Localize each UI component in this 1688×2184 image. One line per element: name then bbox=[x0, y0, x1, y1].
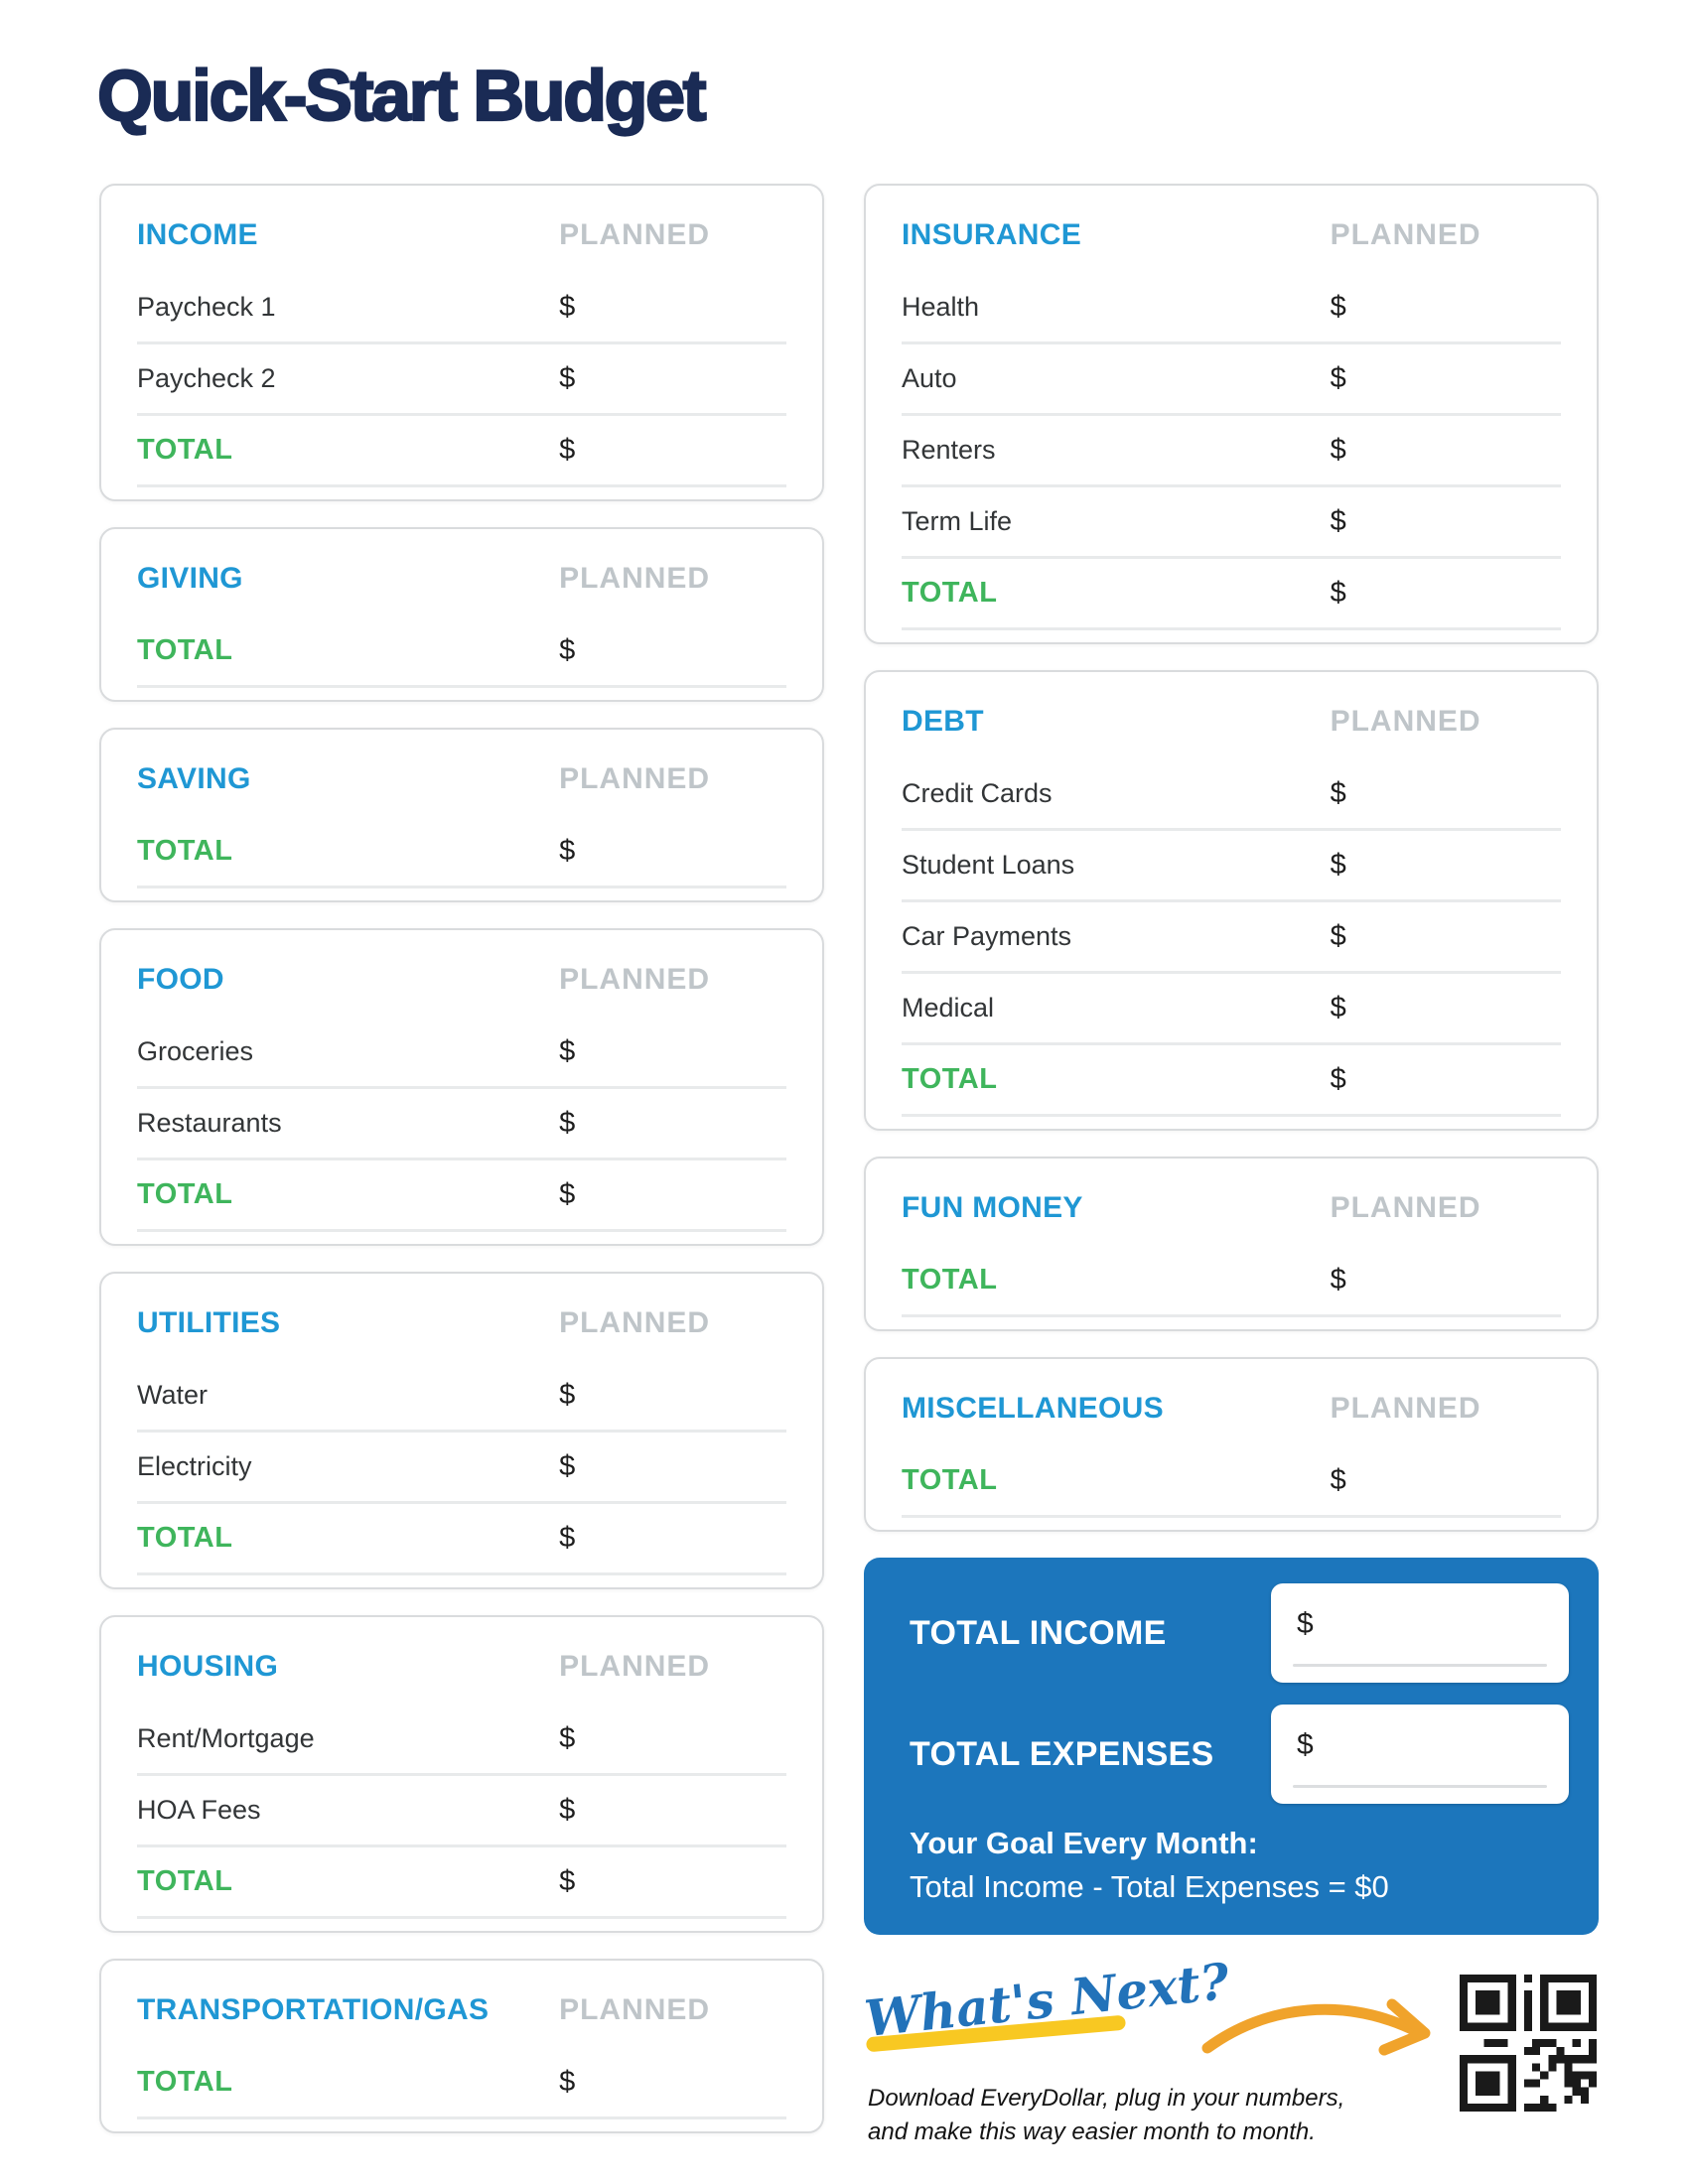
category-title: UTILITIES bbox=[137, 1306, 281, 1339]
total-row bbox=[137, 416, 786, 487]
line-item-row bbox=[137, 1705, 786, 1776]
total-label: TOTAL bbox=[137, 1178, 233, 1210]
goal-formula: Total Income - Total Expenses = $0 bbox=[910, 1869, 1389, 1904]
planned-column-header: PLANNED bbox=[559, 218, 711, 251]
line-item-row bbox=[902, 759, 1561, 831]
category-card-housing bbox=[99, 1615, 824, 1933]
total-row bbox=[902, 559, 1561, 630]
total-row bbox=[902, 1246, 1561, 1317]
right-column bbox=[861, 184, 1599, 2163]
category-title: FOOD bbox=[137, 963, 224, 996]
line-item-label: Car Payments bbox=[902, 921, 1072, 951]
amount-field: $ bbox=[1330, 362, 1346, 394]
amount-field: $ bbox=[1330, 291, 1346, 323]
total-label: TOTAL bbox=[137, 835, 233, 867]
line-item-label: Medical bbox=[902, 993, 995, 1023]
whats-next-tagline bbox=[861, 1951, 1232, 2076]
total-amount-field: $ bbox=[559, 1178, 576, 1210]
category-title: HOUSING bbox=[137, 1650, 279, 1683]
total-income-row bbox=[894, 1583, 1569, 1683]
amount-field: $ bbox=[559, 1379, 576, 1411]
line-item-row bbox=[137, 1776, 786, 1847]
line-item-label: Paycheck 2 bbox=[137, 363, 276, 393]
line-item-row bbox=[902, 416, 1561, 487]
amount-field: $ bbox=[559, 291, 576, 323]
line-item-label: Electricity bbox=[137, 1451, 252, 1481]
planned-column-header: PLANNED bbox=[1330, 1191, 1481, 1224]
amount-field: $ bbox=[559, 1794, 576, 1826]
total-label: TOTAL bbox=[902, 1464, 998, 1496]
category-title: INCOME bbox=[137, 218, 258, 251]
planned-column-header: PLANNED bbox=[559, 1650, 711, 1683]
line-item-row bbox=[137, 273, 786, 344]
total-amount-field: $ bbox=[1330, 1264, 1346, 1296]
amount-field: $ bbox=[1330, 920, 1346, 952]
arrow-icon bbox=[1197, 1982, 1446, 2074]
total-label: TOTAL bbox=[137, 434, 233, 466]
amount-field: $ bbox=[1330, 505, 1346, 537]
line-item-row bbox=[902, 831, 1561, 902]
whats-next-script-text: What's Next? bbox=[861, 1951, 1232, 2049]
planned-column-header: PLANNED bbox=[1330, 1392, 1481, 1425]
card-header bbox=[137, 1299, 786, 1347]
total-row bbox=[137, 1847, 786, 1919]
category-card-utilities bbox=[99, 1272, 824, 1589]
line-item-label: Term Life bbox=[902, 506, 1013, 536]
category-card-fun-money bbox=[864, 1157, 1599, 1331]
category-card-income bbox=[99, 184, 824, 501]
planned-column-header: PLANNED bbox=[1330, 705, 1481, 738]
total-amount-field: $ bbox=[559, 2066, 576, 2098]
planned-column-header: PLANNED bbox=[559, 963, 711, 996]
category-card-miscellaneous bbox=[864, 1357, 1599, 1532]
line-item-row bbox=[902, 902, 1561, 974]
line-item-label: Rent/Mortgage bbox=[137, 1723, 315, 1753]
category-card-giving bbox=[99, 527, 824, 702]
total-amount-field: $ bbox=[559, 634, 576, 666]
line-item-label: Groceries bbox=[137, 1036, 254, 1066]
total-label: TOTAL bbox=[137, 2066, 233, 2098]
category-title: DEBT bbox=[902, 705, 984, 738]
footer-caption bbox=[868, 2082, 1344, 2148]
right-column-cards bbox=[864, 184, 1599, 1532]
left-column bbox=[99, 184, 824, 2133]
goal-note bbox=[894, 1826, 1569, 1905]
total-amount-field: $ bbox=[1330, 1063, 1346, 1095]
write-line bbox=[1293, 1664, 1547, 1667]
total-label: TOTAL bbox=[902, 1063, 998, 1095]
total-label: TOTAL bbox=[902, 1264, 998, 1296]
card-header bbox=[137, 1643, 786, 1691]
card-header bbox=[902, 1184, 1561, 1232]
total-amount-field: $ bbox=[559, 835, 576, 867]
line-item-row bbox=[902, 344, 1561, 416]
dollar-sign: $ bbox=[1297, 1607, 1314, 1640]
amount-field: $ bbox=[559, 1450, 576, 1482]
footer bbox=[861, 1951, 1599, 2163]
amount-field: $ bbox=[1330, 992, 1346, 1024]
planned-column-header: PLANNED bbox=[559, 562, 711, 595]
total-amount-field: $ bbox=[559, 1522, 576, 1554]
line-item-label: Renters bbox=[902, 435, 996, 465]
line-item-row bbox=[137, 1018, 786, 1089]
total-amount-field: $ bbox=[559, 434, 576, 466]
amount-field: $ bbox=[559, 1722, 576, 1754]
line-item-label: Water bbox=[137, 1380, 209, 1410]
planned-column-header: PLANNED bbox=[559, 1306, 711, 1339]
amount-field: $ bbox=[1330, 434, 1346, 466]
category-card-saving bbox=[99, 728, 824, 902]
total-label: TOTAL bbox=[137, 634, 233, 666]
card-header bbox=[902, 211, 1561, 259]
line-item-label: Auto bbox=[902, 363, 957, 393]
card-header bbox=[137, 755, 786, 803]
line-item-row bbox=[902, 974, 1561, 1045]
total-row bbox=[137, 2048, 786, 2119]
line-item-label: Paycheck 1 bbox=[137, 292, 276, 322]
total-row bbox=[137, 1160, 786, 1232]
amount-field: $ bbox=[559, 1035, 576, 1067]
line-item-row bbox=[902, 273, 1561, 344]
write-line bbox=[1293, 1785, 1547, 1788]
total-expenses-field bbox=[1271, 1705, 1569, 1804]
card-header bbox=[902, 1385, 1561, 1433]
total-amount-field: $ bbox=[559, 1865, 576, 1897]
line-item-row bbox=[902, 487, 1561, 559]
category-title: MISCELLANEOUS bbox=[902, 1392, 1164, 1425]
goal-heading: Your Goal Every Month: bbox=[910, 1826, 1258, 1860]
planned-column-header: PLANNED bbox=[559, 762, 711, 795]
line-item-label: Credit Cards bbox=[902, 778, 1053, 808]
category-title: FUN MONEY bbox=[902, 1191, 1083, 1224]
category-card-insurance bbox=[864, 184, 1599, 644]
category-card-debt bbox=[864, 670, 1599, 1131]
dollar-sign: $ bbox=[1297, 1728, 1314, 1761]
qr-code-icon bbox=[1460, 1975, 1597, 2112]
amount-field: $ bbox=[1330, 777, 1346, 809]
total-label: TOTAL bbox=[137, 1865, 233, 1897]
amount-field: $ bbox=[559, 1107, 576, 1139]
card-header bbox=[137, 211, 786, 259]
card-header bbox=[902, 698, 1561, 746]
total-row bbox=[137, 616, 786, 688]
category-card-transportation-gas bbox=[99, 1959, 824, 2133]
line-item-row bbox=[137, 344, 786, 416]
line-item-row bbox=[137, 1089, 786, 1160]
planned-column-header: PLANNED bbox=[1330, 218, 1481, 251]
total-income-field bbox=[1271, 1583, 1569, 1683]
line-item-row bbox=[137, 1361, 786, 1433]
category-title: TRANSPORTATION/GAS bbox=[137, 1993, 490, 2026]
total-amount-field: $ bbox=[1330, 1464, 1346, 1496]
total-row bbox=[137, 817, 786, 888]
summary-box bbox=[864, 1558, 1599, 1935]
line-item-label: HOA Fees bbox=[137, 1795, 261, 1825]
two-column-layout bbox=[99, 184, 1599, 2163]
caption-line-1: Download EveryDollar, plug in your numbers, bbox=[868, 2085, 1345, 2112]
total-expenses-row bbox=[894, 1705, 1569, 1804]
category-title: INSURANCE bbox=[902, 218, 1082, 251]
line-item-label: Student Loans bbox=[902, 850, 1075, 880]
category-title: GIVING bbox=[137, 562, 243, 595]
category-card-food bbox=[99, 928, 824, 1246]
amount-field: $ bbox=[1330, 849, 1346, 881]
total-label: TOTAL bbox=[137, 1522, 233, 1554]
planned-column-header: PLANNED bbox=[559, 1993, 711, 2026]
page-title: Quick-Start Budget bbox=[97, 57, 705, 136]
total-row bbox=[902, 1045, 1561, 1117]
line-item-label: Restaurants bbox=[137, 1108, 282, 1138]
total-amount-field: $ bbox=[1330, 577, 1346, 609]
line-item-row bbox=[137, 1433, 786, 1504]
category-title: SAVING bbox=[137, 762, 251, 795]
total-expenses-label: TOTAL EXPENSES bbox=[910, 1734, 1214, 1773]
amount-field: $ bbox=[559, 362, 576, 394]
total-label: TOTAL bbox=[902, 577, 998, 609]
total-row bbox=[137, 1504, 786, 1575]
line-item-label: Health bbox=[902, 292, 980, 322]
card-header bbox=[137, 1986, 786, 2034]
card-header bbox=[137, 555, 786, 603]
card-header bbox=[137, 956, 786, 1004]
total-row bbox=[902, 1446, 1561, 1518]
caption-line-2: and make this way easier month to month. bbox=[868, 2117, 1316, 2145]
total-income-label: TOTAL INCOME bbox=[910, 1613, 1167, 1652]
